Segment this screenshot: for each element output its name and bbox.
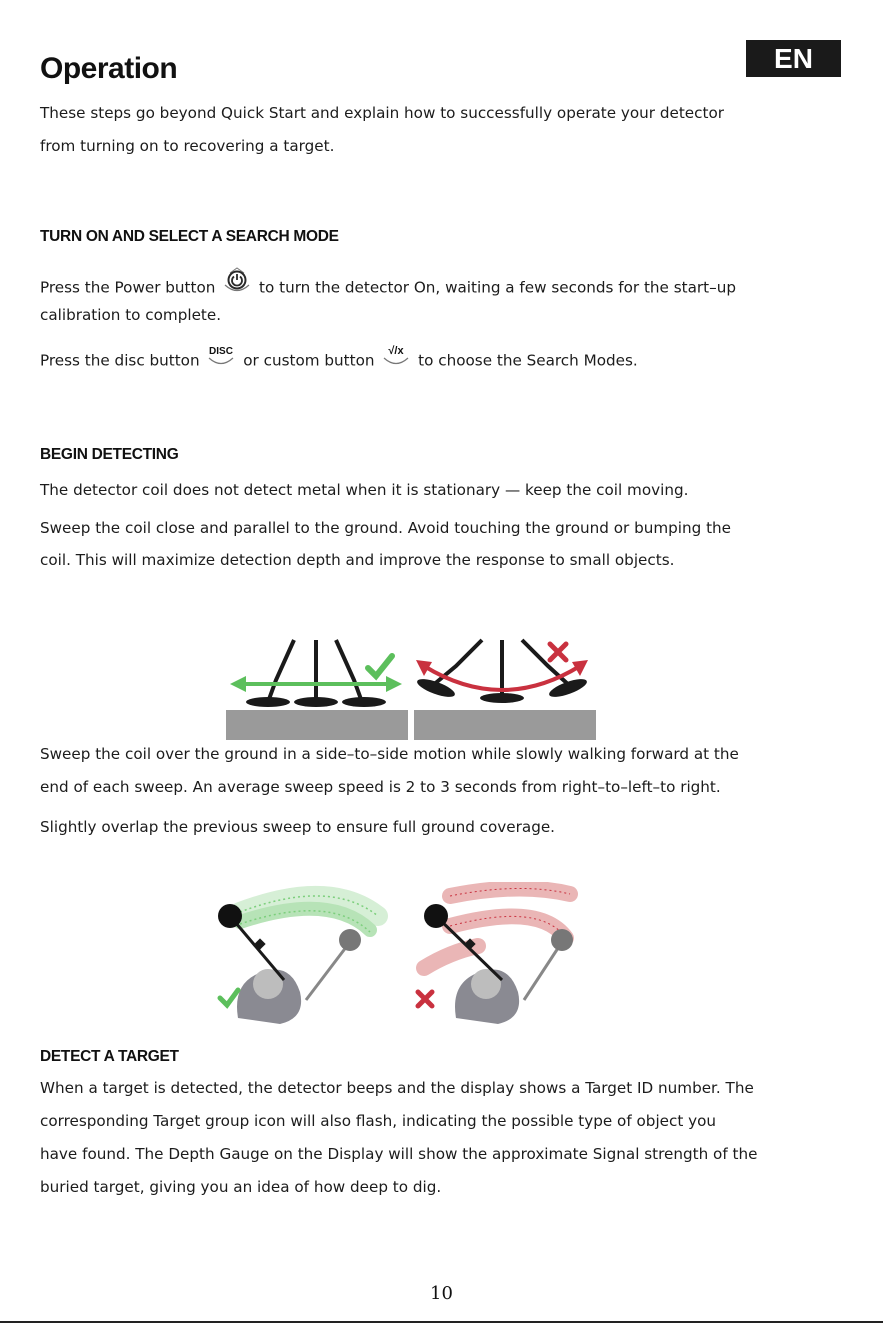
disc-text-middle: or custom button xyxy=(243,351,375,370)
sweep-height-illustration xyxy=(224,636,596,740)
turn-on-text-after: to turn the detector On, waiting a few seconds for the start–up xyxy=(259,278,736,297)
check-mark-icon xyxy=(220,990,238,1005)
custom-icon-label: √/x xyxy=(388,345,404,357)
target-line-2: corresponding Target group icon will also flash, indicating the possible type of object you xyxy=(40,1112,717,1130)
power-icon xyxy=(222,265,252,295)
heading-begin-detecting: BEGIN DETECTING xyxy=(40,446,179,463)
intro-line-1: These steps go beyond Quick Start and explain how to successfully operate your detector xyxy=(40,104,724,122)
heading-turn-on: TURN ON AND SELECT A SEARCH MODE xyxy=(40,228,339,245)
disc-button-icon xyxy=(206,338,236,368)
sweep-overlap-illustration xyxy=(210,882,590,1034)
turn-on-paragraph-1 xyxy=(40,273,736,303)
page-number: 10 xyxy=(430,1283,453,1304)
ground-block-left xyxy=(226,710,408,740)
heading-detect-target: DETECT A TARGET xyxy=(40,1048,179,1065)
begin-paragraph-4: Slightly overlap the previous sweep to ensure full ground coverage. xyxy=(40,818,556,836)
cross-mark-icon xyxy=(418,992,432,1006)
turn-on-paragraph-1-line-2: calibration to complete. xyxy=(40,306,222,324)
disc-text-before: Press the disc button xyxy=(40,351,200,370)
begin-paragraph-3-line-1: Sweep the coil over the ground in a side–to–side motion while slowly walking forward at the xyxy=(40,745,739,763)
left-operator-figure xyxy=(218,904,361,1024)
cross-mark-icon xyxy=(550,644,566,660)
turn-on-text-before: Press the Power button xyxy=(40,278,216,297)
target-line-1: When a target is detected, the detector beeps and the display shows a Target ID number. The xyxy=(40,1079,754,1097)
ground-block-right xyxy=(414,710,596,740)
footer-rule xyxy=(0,1321,883,1323)
turn-on-paragraph-2 xyxy=(40,346,638,376)
incorrect-sweep-detector xyxy=(432,640,570,696)
correct-sweep-detector xyxy=(268,640,362,702)
begin-paragraph-3-line-2: end of each sweep. An average sweep speed is 2 to 3 seconds from right–to–left–to right. xyxy=(40,778,721,796)
custom-button-icon xyxy=(381,338,411,368)
language-badge: EN xyxy=(746,40,841,77)
correct-overlap-arcs xyxy=(240,896,378,932)
begin-paragraph-2-line-2: coil. This will maximize detection depth and improve the response to small objects. xyxy=(40,551,675,569)
page-title: Operation xyxy=(40,52,178,85)
begin-paragraph-1: The detector coil does not detect metal when it is stationary — keep the coil moving. xyxy=(40,481,689,499)
target-line-3: have found. The Depth Gauge on the Display will show the approximate Signal strength of the xyxy=(40,1145,758,1163)
disc-text-after: to choose the Search Modes. xyxy=(418,351,638,370)
check-mark-icon xyxy=(368,656,392,676)
target-line-4: buried target, giving you an idea of how deep to dig. xyxy=(40,1178,442,1196)
begin-paragraph-2-line-1: Sweep the coil close and parallel to the ground. Avoid touching the ground or bumping the xyxy=(40,519,732,537)
incorrect-gap-arcs xyxy=(424,888,570,968)
disc-icon-label: DISC xyxy=(209,346,234,357)
intro-line-2: from turning on to recovering a target. xyxy=(40,137,335,155)
